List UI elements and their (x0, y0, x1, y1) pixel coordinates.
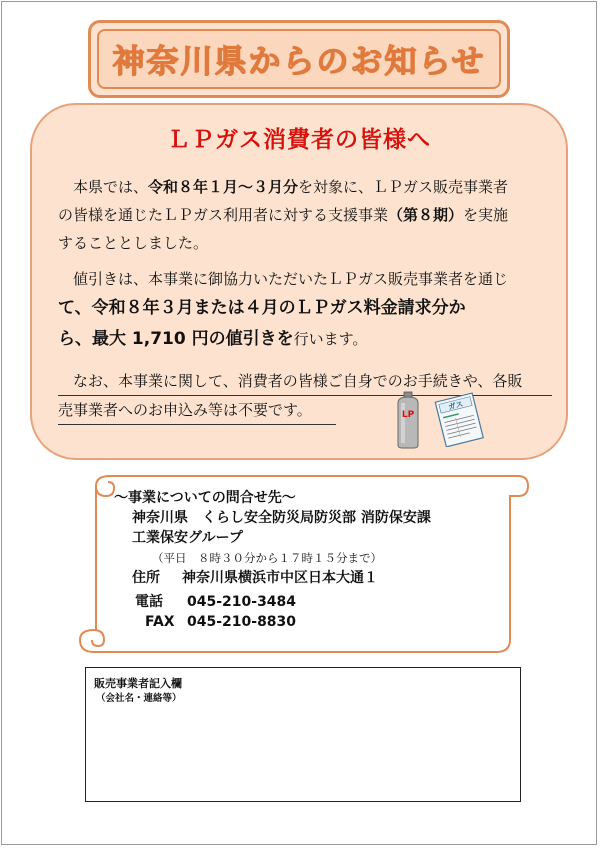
intro-period: 令和８年１月～３月分 (148, 178, 299, 196)
tel-label: 電話 (135, 594, 163, 610)
contact-group: 工業保安グループ (132, 530, 243, 546)
intro-text-2c: を実施 (463, 206, 509, 224)
discount-text-3b: 行います。 (293, 330, 368, 348)
bill-label: ガス (447, 399, 464, 412)
intro-phase: （第８期） (388, 206, 464, 224)
title-banner (88, 20, 510, 98)
contact-info (114, 488, 504, 632)
discount-amount: ら、最大 1,710 円の値引きを (58, 329, 294, 349)
address-value: 神奈川県横浜市中区日本大通１ (182, 570, 378, 586)
address-label: 住所 (132, 570, 160, 586)
intro-text-1c: を対象に、ＬＰガス販売事業者 (298, 178, 509, 196)
intro-text-2a: の皆様を通じたＬＰガス利用者に対する支援事業 (58, 206, 389, 224)
paragraph-intro (58, 173, 552, 257)
dealer-entry-title: 販売事業者記入欄 (94, 677, 182, 690)
paragraph-discount-line-1 (58, 265, 552, 293)
contact-department: 神奈川県 くらし安全防災局防災部 消防保安課 (132, 510, 431, 526)
contact-tel-row (114, 592, 504, 612)
paragraph-intro-line-3: することとしました。 (58, 234, 209, 252)
tel-value: 045-210-3484 (187, 594, 297, 610)
gas-bill-icon (430, 391, 488, 447)
dealer-entry-subtitle: （会社名・連絡等） (96, 693, 182, 704)
paragraph-no-procedure-line-2: 売事業者へのお申込み等は不要です。 (58, 396, 336, 425)
contact-heading: ～事業についての問合せ先～ (114, 490, 296, 506)
paragraph-intro-line-1 (58, 173, 552, 201)
no-procedure-text-1: なお、本事業に関して、消費者の皆様ご自身でのお手続きや、各販 (73, 372, 523, 390)
cylinder-label: LP (401, 410, 415, 420)
fax-value: 045-210-8830 (187, 614, 297, 630)
gas-cylinder-icon (394, 391, 422, 449)
dealer-entry-box[interactable] (85, 667, 521, 802)
paragraph-intro-line-2 (58, 201, 552, 229)
contact-fax-row (114, 612, 504, 632)
title-banner-inner (97, 29, 501, 89)
paragraph-discount-line-2: て、令和８年３月または４月のＬＰガス料金請求分か (58, 298, 466, 318)
notice-heading: ＬＰガス消費者の皆様へ (167, 127, 431, 153)
discount-text-1: 値引きは、本事業に御協力いただいたＬＰガス販売事業者を通じ (73, 270, 509, 288)
notice-panel (30, 103, 568, 460)
paragraph-discount (58, 265, 552, 355)
fax-label: FAX (145, 614, 175, 630)
intro-text-1a: 本県では、 (73, 178, 149, 196)
contact-address-row (114, 568, 504, 588)
contact-hours: （平日 ８時３０分から１７時１５分まで） (152, 551, 382, 565)
page-title: 神奈川県からのお知らせ (112, 42, 486, 80)
paragraph-discount-line-3 (58, 324, 552, 355)
